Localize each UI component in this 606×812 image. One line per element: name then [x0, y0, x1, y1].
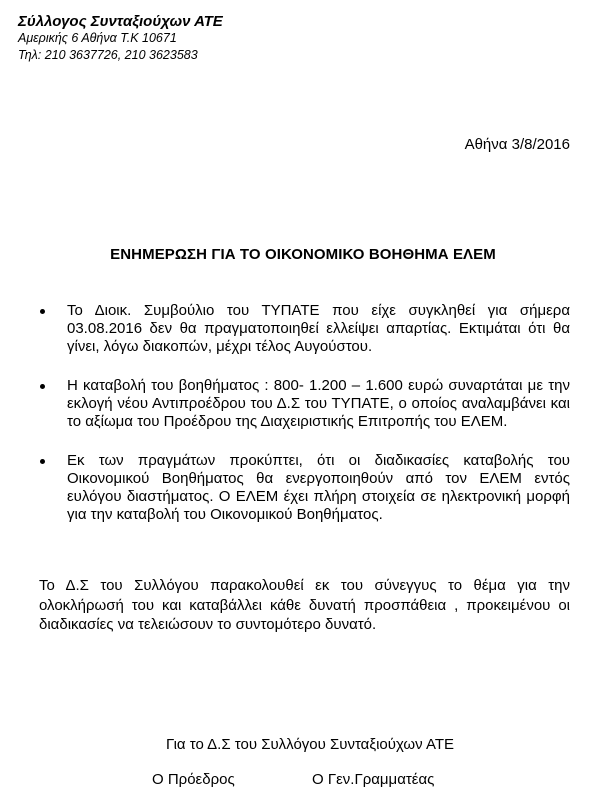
- closing-paragraph: Το Δ.Σ του Συλλόγου παρακολουθεί εκ του σύνεγγυς το θέμα για την ολοκλήρωσή του και καταβάλλει κάθε δυνατή προσπάθεια , προκειμένου οι διαδικασίες να τελειώσουν το συντομότερο δυνατό.: [39, 577, 570, 633]
- bullet-item: [38, 452, 570, 524]
- bullet-list: [38, 302, 570, 545]
- bullet-text: Η καταβολή του βοηθήματος : 800- 1.200 – 1.600 ευρώ συναρτάται με την εκλογή νέου Αντιπροέδρου του Δ.Σ του ΤΥΠΑΤΕ, ο οποίος αναλαμβάνει και το αξίωμα του Προέδρου της Διαχειριστικής Επιτροπής του ΕΛΕΜ.: [67, 377, 570, 430]
- organization-name: Σύλλογος Συνταξιούχων ΑΤΕ: [18, 13, 223, 30]
- bullet-item: [38, 377, 570, 431]
- bullet-icon: [40, 309, 45, 314]
- letterhead: [18, 13, 223, 64]
- bullet-text: Το Διοικ. Συμβούλιο του ΤΥΠΑΤΕ που είχε συγκληθεί για σήμερα 03.08.2016 δεν θα πραγματοποιηθεί ελλείψει απαρτίας. Εκτιμάται ότι θα γίνει, λόγω διακοπών, μέχρι τέλος Αυγούστου.: [67, 302, 570, 355]
- secretary-signatory: Ο Γεν.Γραμματέας: [312, 771, 435, 788]
- president-signatory: Ο Πρόεδρος: [152, 771, 235, 788]
- document-title: ΕΝΗΜΕΡΩΣΗ ΓΙΑ ΤΟ ΟΙΚΟΝΟΜΙΚΟ ΒΟΗΘΗΜΑ ΕΛΕΜ: [110, 246, 496, 263]
- bullet-item: [38, 302, 570, 356]
- bullet-icon: [40, 384, 45, 389]
- bullet-text: Εκ των πραγμάτων προκύπτει, ότι οι διαδικασίες καταβολής του Οικονομικού Βοηθήματος θα ενεργοποιηθούν από τον ΕΛΕΜ εντός ευλόγου διαστήματος. Ο ΕΛΕΜ έχει πλήρη στοιχεία σε ηλεκτρονική μορφή για την καταβολή του Οικονομικού Βοηθήματος.: [67, 452, 570, 523]
- document-date: Αθήνα 3/8/2016: [464, 136, 570, 153]
- organization-phone: Τηλ: 210 3637726, 210 3623583: [18, 48, 198, 62]
- organization-address: Αμερικής 6 Αθήνα Τ.Κ 10671: [18, 31, 177, 45]
- bullet-icon: [40, 459, 45, 464]
- signoff-line: Για το Δ.Σ του Συλλόγου Συνταξιούχων ΑΤΕ: [165, 736, 455, 753]
